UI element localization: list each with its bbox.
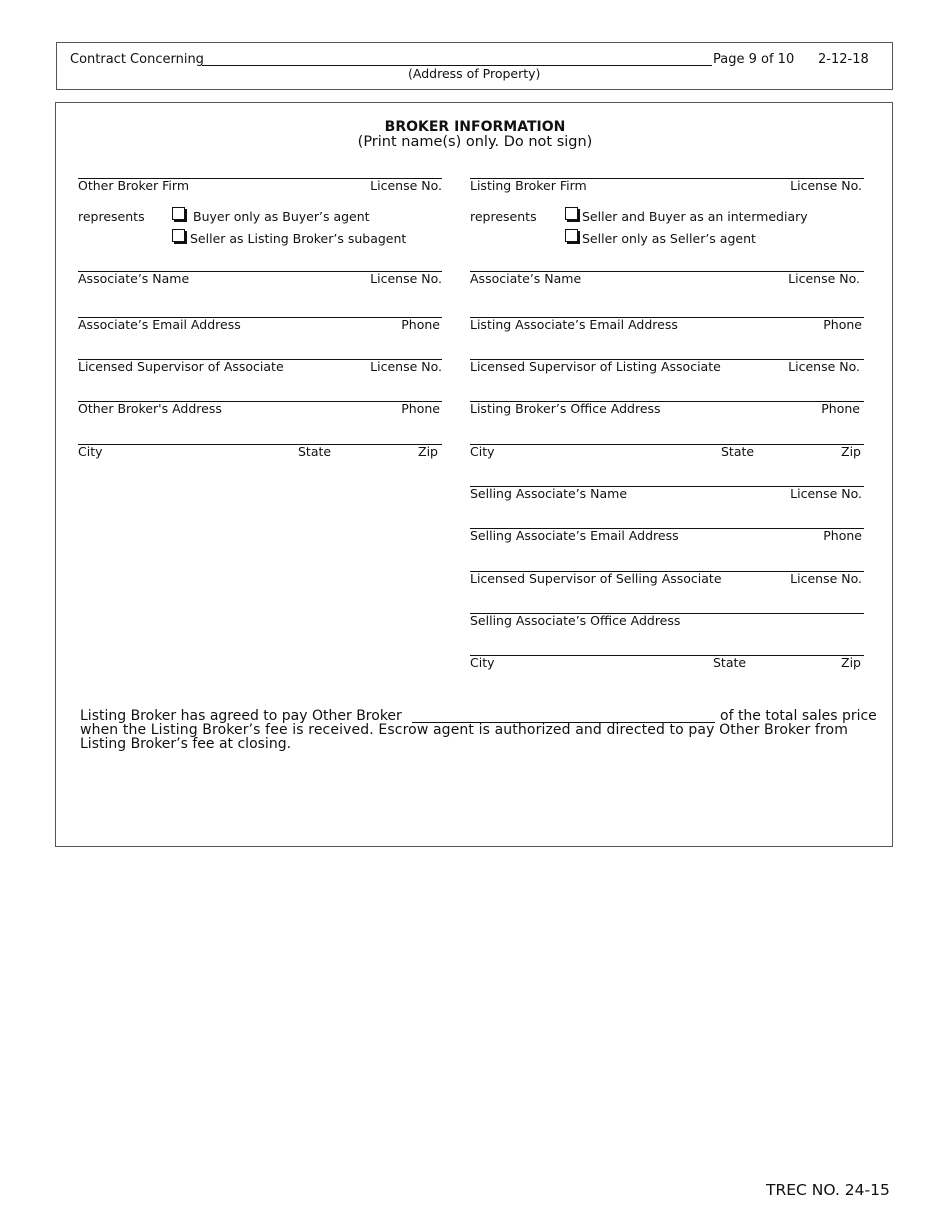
left-represents-label: represents [78,209,145,224]
seller-agent-label: Seller only as Seller’s agent [582,231,756,246]
selling-supervisor-label: Licensed Supervisor of Selling Associate [470,571,722,586]
left-supervisor-license-label: License No. [370,359,442,374]
seller-agent-checkbox[interactable] [565,229,578,242]
other-broker-phone-label: Phone [401,401,440,416]
left-city-line[interactable] [78,444,442,445]
other-broker-license-label: License No. [370,178,442,193]
fee-text-end: of the total sales price [720,708,877,724]
form-date: 2-12-18 [818,52,869,67]
section-subtitle: (Print name(s) only. Do not sign) [357,134,593,150]
right-zip-label: Zip [841,444,861,459]
listing-broker-address-label: Listing Broker’s Office Address [470,401,661,416]
left-zip-label: Zip [418,444,438,459]
left-associate-email-label: Associate’s Email Address [78,317,241,332]
listing-broker-license-label: License No. [790,178,862,193]
selling-city-label: City [470,655,495,670]
fee-text-line3: Listing Broker’s fee at closing. [80,736,292,752]
section-title: BROKER INFORMATION [384,119,566,135]
selling-associate-name-label: Selling Associate’s Name [470,486,628,501]
seller-subagent-checkbox[interactable] [172,229,185,242]
right-represents-label: represents [470,209,537,224]
selling-associate-license-label: License No. [790,486,862,501]
listing-supervisor-label: Licensed Supervisor of Listing Associate [470,359,721,374]
intermediary-checkbox[interactable] [565,207,578,220]
seller-subagent-label: Seller as Listing Broker’s subagent [190,231,407,246]
right-city-line[interactable] [470,444,864,445]
trec-number: TREC NO. 24-15 [766,1181,890,1199]
contract-concerning-label: Contract Concerning [70,52,204,67]
fee-text-start: Listing Broker has agreed to pay Other Broker [80,708,402,724]
right-state-label: State [721,444,755,459]
left-supervisor-label: Licensed Supervisor of Associate [78,359,284,374]
left-associate-phone-label: Phone [401,317,440,332]
right-city-label: City [470,444,495,459]
right-associate-license-label: License No. [788,271,860,286]
left-associate-license-label: License No. [370,271,442,286]
listing-supervisor-license-label: License No. [788,359,860,374]
listing-broker-phone-label: Phone [821,401,860,416]
selling-associate-phone-label: Phone [823,528,862,543]
selling-zip-label: Zip [841,655,861,670]
selling-city-line[interactable] [470,655,864,656]
other-broker-address-label: Other Broker's Address [78,401,222,416]
address-caption: (Address of Property) [408,66,541,81]
buyer-only-label: Buyer only as Buyer’s agent [193,209,370,224]
listing-associate-email-label: Listing Associate’s Email Address [470,317,678,332]
intermediary-label: Seller and Buyer as an intermediary [582,209,808,224]
listing-broker-firm-label: Listing Broker Firm [470,178,587,193]
selling-state-label: State [713,655,747,670]
right-associate-name-label: Associate’s Name [470,271,582,286]
page-number: Page 9 of 10 [713,52,795,67]
selling-office-address-label: Selling Associate’s Office Address [470,613,681,628]
fee-text-line2: when the Listing Broker’s fee is received. Escrow agent is authorized and directed to pay Other Broker from [80,722,848,738]
other-broker-firm-label: Other Broker Firm [78,178,189,193]
left-state-label: State [298,444,332,459]
left-city-label: City [78,444,103,459]
selling-associate-email-label: Selling Associate’s Email Address [470,528,679,543]
left-associate-name-label: Associate’s Name [78,271,190,286]
listing-associate-phone-label: Phone [823,317,862,332]
selling-supervisor-license-label: License No. [790,571,862,586]
buyer-only-checkbox[interactable] [172,207,185,220]
